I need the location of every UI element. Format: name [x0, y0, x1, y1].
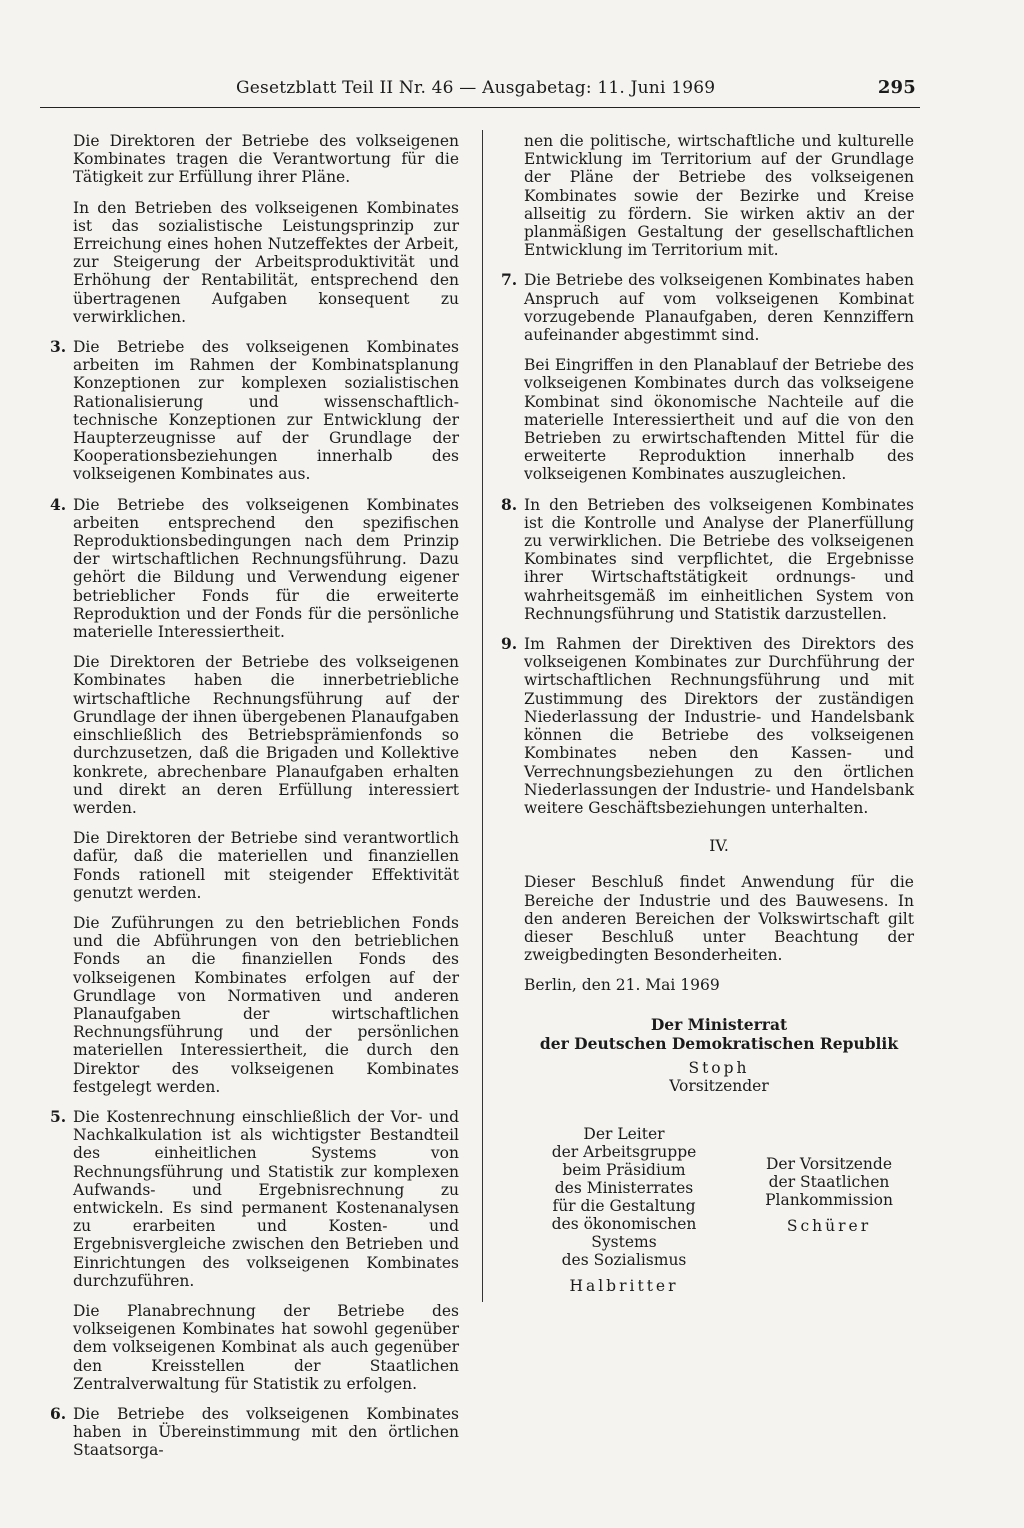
header-rule — [40, 107, 920, 108]
signatory-name: Schürer — [786, 1216, 872, 1235]
list-item-6 — [50, 1404, 459, 1460]
signatory-name: Stoph — [688, 1058, 750, 1077]
list-item-3 — [50, 337, 459, 484]
signatory-title-line: Plankommission — [765, 1190, 893, 1209]
list-item-5 — [50, 1106, 459, 1393]
page-number: 295 — [877, 77, 916, 98]
signatory-name: Halbritter — [569, 1276, 679, 1295]
paragraph: Die Direktoren der Betriebe sind verantwortlich dafür, daß die materiellen und finanziellen Fonds rationell mit steigender Effektivität genutzt werden. — [73, 829, 459, 902]
signatory-title-line: der Staatlichen — [768, 1172, 890, 1191]
paragraph-continuation: nen die politische, wirtschaftliche und kulturelle Entwicklung im Territorium auf der Grundlage der Pläne der Betriebe des volkseigenen Kombinates sowie der Bezirke und Kreise allseitig zu fördern. Sie wirken aktiv an der planmäßigen Gestaltung der gesellschaftlichen Entwicklung im Territorium mit. — [524, 132, 914, 260]
paragraph: In den Betrieben des volkseigenen Kombinates ist das sozialistische Leistungsprinzip zur Erreichung eines hohen Nutzeffektes der Arbeit, zur Steigerung der Arbeitsproduktivität und Erhöhung der Rentabilität, entsprechend den übertragenen Aufgaben konsequent zu verwirklichen. — [73, 198, 459, 326]
right-column — [501, 132, 914, 1295]
paragraph: Die Planabrechnung der Betriebe des volkseigenen Kombinates hat sowohl gegenüber dem volkseigenen Kombinat als auch gegenüber den Kreisstellen der Staatlichen Zentralverwaltung für Statistik zu erfolgen. — [73, 1301, 459, 1393]
issuing-body — [524, 1015, 914, 1053]
signature-right — [749, 1155, 909, 1235]
paragraph: Die Direktoren der Betriebe des volkseigenen Kombinates tragen die Verantwortung für die Tätigkeit zur Erfüllung ihrer Pläne. — [73, 132, 459, 187]
paragraph: Im Rahmen der Direktiven des Direktors des volkseigenen Kombinates zur Durchführung der wirtschaftlichen Rechnungsführung und mit Zustimmung des Direktors der zuständigen Niederlassung der Industrie- und Handelsbank können die Betriebe des volkseigenen Kombinates neben den Kassen- und Verrechnungsbeziehungen zu den örtlichen Niederlassungen der Industrie- und Handelsbank weitere Geschäftsbeziehungen unterhalten. — [524, 635, 914, 817]
paragraph: Die Kostenrechnung einschließlich der Vor- und Nachkalkulation ist als wichtigster Bestandteil des einheitlichen Systems von Rechnungsführung und Statistik zur komplexen Aufwands- und Ergebnisrechnung zu entwickeln. Es sind permanent Kostenanalysen zu erarbeiten und Kosten- und Ergebnisvergleiche zwischen den Betrieben und Einrichtungen des volkseigenen Kombinates durchzuführen. — [73, 1107, 459, 1290]
header-title: Gesetzblatt Teil II Nr. 46 — Ausgabetag: 11. Juni 1969 — [236, 78, 716, 98]
signatory-title-line: der Arbeitsgruppe — [551, 1142, 697, 1161]
paragraph: Die Direktoren der Betriebe des volkseigenen Kombinates haben die innerbetriebliche wirtschaftliche Rechnungsführung auf der Grundlage der ihnen übergebenen Planaufgaben einschließlich des Betriebsprämienfonds so durchzusetzen, daß die Brigaden und Kollektive konkrete, abrechenbare Planaufgaben erhalten und direkt an deren Erfüllung interessiert werden. — [73, 653, 459, 817]
paragraph: Die Betriebe des volkseigenen Kombinates arbeiten im Rahmen der Kombinatsplanung Konzeptionen zur komplexen sozialistischen Rationalisierung und wissenschaftlich-technische Konzeptionen zur Entwicklung der Haupterzeugnisse auf der Grundlage der Kooperationsbeziehungen innerhalb des volkseigenen Kombinates aus. — [73, 338, 459, 484]
paragraph: Die Betriebe des volkseigenen Kombinates haben in Übereinstimmung mit den örtlichen Staatsorga- — [73, 1405, 459, 1460]
org-line: Der Ministerrat — [650, 1014, 788, 1034]
closing-paragraph: Dieser Beschluß findet Anwendung für die Bereiche der Industrie und des Bauwesens. In den anderen Bereichen der Volkswirtschaft gilt dieser Beschluß unter Beachtung der zweigbedingten Besonderheiten. — [524, 873, 914, 965]
paragraph: In den Betrieben des volkseigenen Kombinates ist die Kontrolle und Analyse der Planerfüllung zu verwirklichen. Die Betriebe des volkseigenen Kombinates sind verpflichtet, die Ergebnisse ihrer Wirtschaftstätigkeit ordnungs- und wahrheitsgemäß im einheitlichen System von Rechnungsführung und Statistik darzustellen. — [524, 495, 914, 623]
signatory-title-line: des Ministerrates — [554, 1178, 694, 1197]
signatory-title-line: Der Leiter — [583, 1124, 665, 1143]
signatory-title-line: des ökonomischen Systems — [551, 1214, 697, 1251]
signatory-title: Vorsitzender — [669, 1076, 769, 1095]
signature-left — [524, 1125, 724, 1295]
section-heading: IV. — [709, 837, 729, 856]
page-header — [236, 78, 916, 108]
list-item-7 — [501, 270, 914, 484]
signatory-title-line: Der Vorsitzende — [765, 1154, 892, 1173]
item-number: 6. — [50, 1404, 67, 1423]
paragraph: Bei Eingriffen in den Planablauf der Betriebe des volkseigenen Kombinates durch das volkseigene Kombinat sind ökonomische Nachteile auf die materielle Interessiertheit und auf die von den Betrieben zu erwirtschaftenden Mittel für die erweiterte Reproduktion innerhalb des volkseigenen Kombinates auszugleichen. — [524, 356, 914, 484]
item-number: 3. — [50, 337, 67, 357]
signatory-title-line: für die Gestaltung — [552, 1196, 696, 1215]
paragraph: Die Betriebe des volkseigenen Kombinates haben Anspruch auf vom volkseigenen Kombinat vorzugebende Planaufgaben, deren Kennziffern aufeinander abgestimmt sind. — [524, 271, 914, 345]
list-item-8 — [501, 494, 914, 623]
paragraph: Die Zuführungen zu den betrieblichen Fonds und die Abführungen von den betrieblichen Fonds an die finanziellen Fonds des volkseigenen Kombinates erfolgen auf der Grundlage von Normativen und anderen Planaufgaben der wirtschaftlichen Rechnungsführung und der persönlichen materiellen Interessiertheit, die durch den Direktor des volkseigenen Kombinates festgelegt werden. — [73, 913, 459, 1096]
item-number: 4. — [50, 494, 67, 514]
item-number: 7. — [501, 270, 518, 290]
paragraph: Die Betriebe des volkseigenen Kombinates arbeiten entsprechend den spezifischen Reproduktionsbedingungen nach dem Prinzip der wirtschaftlichen Rechnungsführung. Dazu gehört die Bildung und Verwendung eigener betrieblicher Fonds für die erweiterte Reproduktion und der Fonds für die persönliche materielle Interessiertheit. — [73, 495, 459, 642]
org-line: der Deutschen Demokratischen Republik — [539, 1033, 899, 1053]
item-number: 8. — [501, 494, 518, 514]
item-number: 5. — [50, 1106, 67, 1126]
signature-row — [524, 1124, 914, 1295]
signing-date: Berlin, den 21. Mai 1969 — [524, 976, 720, 995]
signatory-title-line: beim Präsidium — [562, 1160, 686, 1179]
list-item-4 — [50, 494, 459, 1096]
signatory-title-line: des Sozialismus — [561, 1250, 687, 1269]
column-divider — [482, 130, 483, 1302]
left-column — [50, 132, 459, 1472]
chair-signature — [524, 1059, 914, 1095]
list-item-9 — [501, 634, 914, 817]
item-number: 9. — [501, 634, 518, 654]
